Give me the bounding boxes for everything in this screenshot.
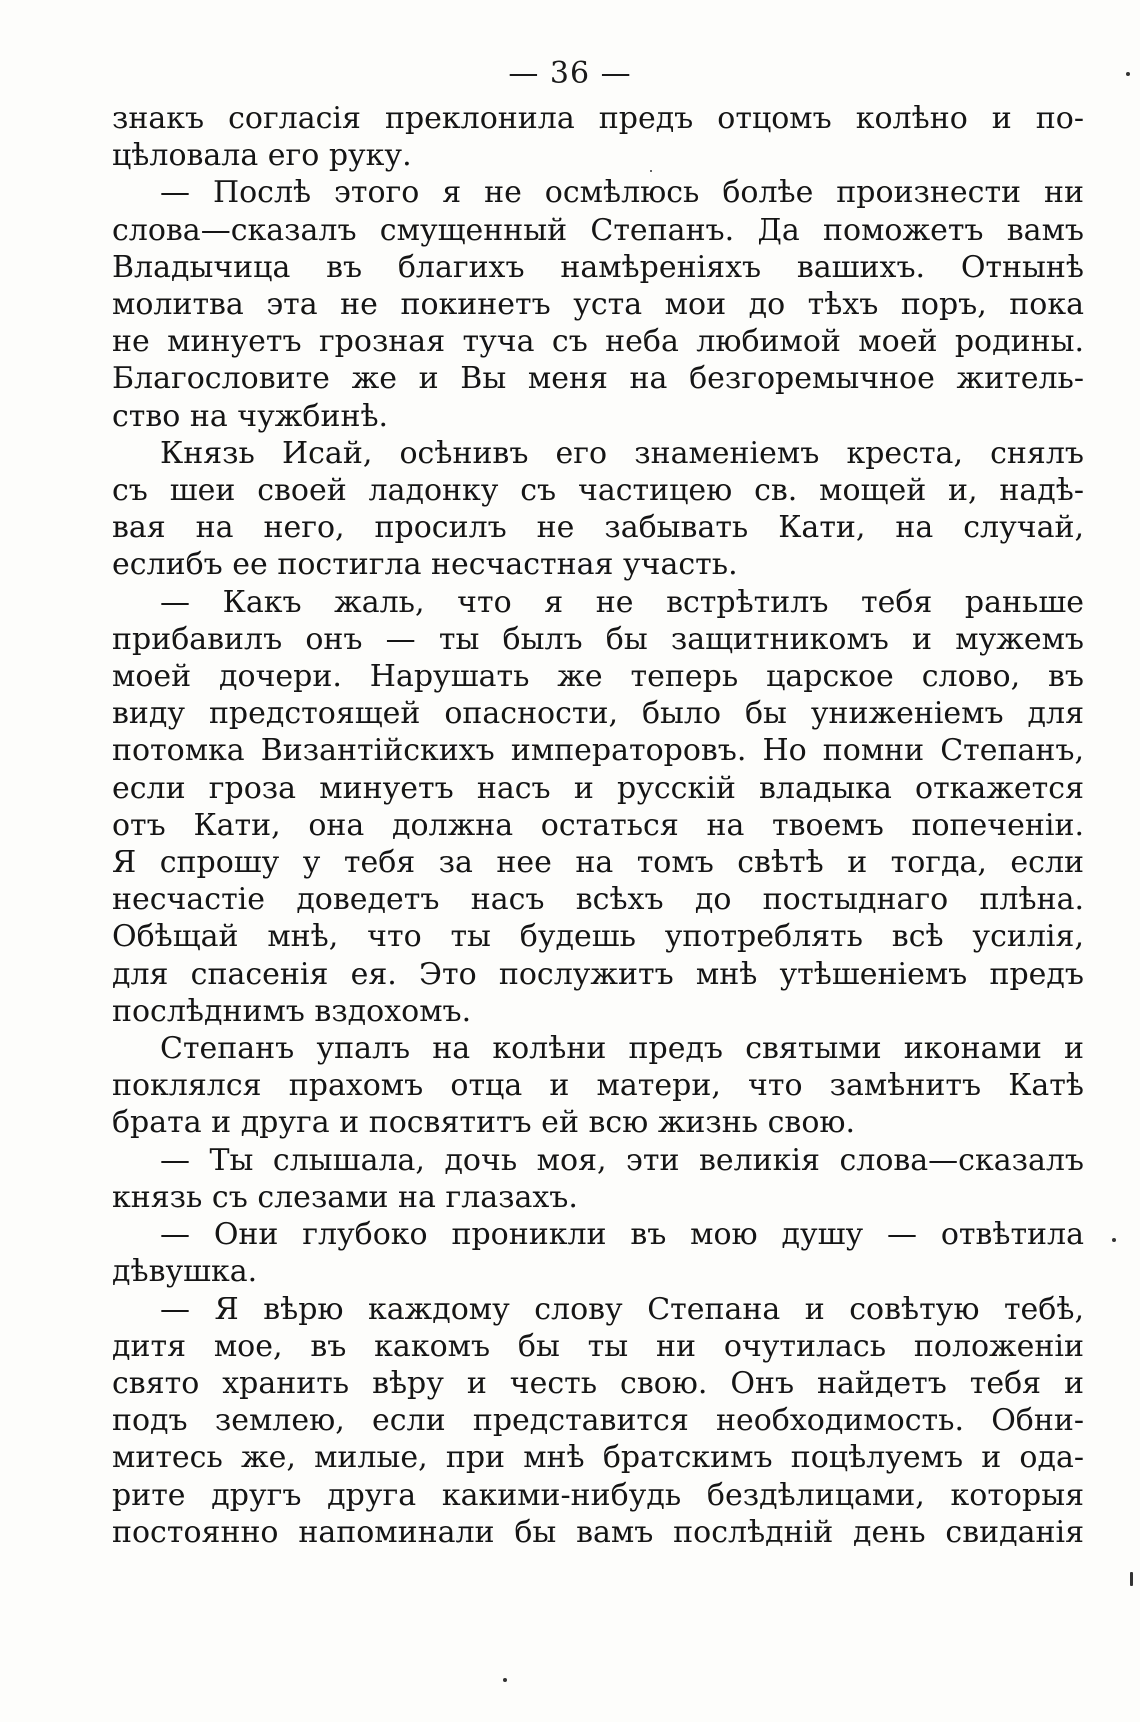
text-line: поклялся прахомъ отца и матери, что замѣнитъ Катѣ [112, 1068, 1084, 1104]
text-line: Обѣщай мнѣ, что ты будешь употреблять всѣ усилія, [112, 919, 1084, 955]
text-line: — Какъ жаль, что я не встрѣтилъ тебя раньше [160, 584, 1084, 620]
scan-speck [503, 1678, 507, 1682]
text-line: Князь Исай, осѣнивъ его знаменіемъ креста, снялъ [160, 435, 1084, 471]
text-line: моей дочери. Нарушать же теперь царское слово, въ [112, 659, 1084, 695]
text-line: Степанъ упалъ на колѣни предъ святыми иконами и [160, 1031, 1084, 1067]
text-line: князь съ слезами на глазахъ. [112, 1179, 578, 1215]
text-line: брата и друга и посвятитъ ей всю жизнь свою. [112, 1105, 856, 1141]
text-line: молитва эта не покинетъ уста мои до тѣхъ поръ, пока [112, 287, 1084, 323]
text-line: несчастіе доведетъ насъ всѣхъ до постыднаго плѣна. [112, 882, 1084, 918]
text-line: постоянно напоминали бы вамъ послѣдній день свиданія [112, 1514, 1084, 1550]
text-line: Благословите же и Вы меня на безгоремычное житель- [112, 361, 1084, 397]
paragraph [112, 1030, 1084, 1142]
text-line: съ шеи своей ладонку съ частицею св. мощей и, надѣ- [112, 473, 1084, 509]
text-line: потомка Византійскихъ императоровъ. Но помни Степанъ, [112, 733, 1084, 769]
text-line: дѣвушка. [112, 1254, 258, 1290]
paragraph [112, 584, 1084, 1030]
text-line: цѣловала его руку. [112, 138, 412, 174]
scan-speck [1112, 1238, 1116, 1242]
text-line: если гроза минуетъ насъ и русскій владыка откажется [112, 770, 1084, 806]
text-line: дитя мое, въ какомъ бы ты ни очутилась положеніи [112, 1328, 1084, 1364]
text-line: знакъ согласія преклонила предъ отцомъ колѣно и по- [112, 101, 1084, 136]
text-line: свято хранить вѣру и честь свою. Онъ найдетъ тебя и [112, 1365, 1084, 1401]
text-line: Владычица въ благихъ намѣреніяхъ вашихъ. Отнынѣ [112, 249, 1084, 285]
text-line: подъ землею, если представится необходимость. Обни- [112, 1403, 1084, 1439]
paragraph [112, 174, 1084, 434]
text-line: послѣднимъ вздохомъ. [112, 993, 472, 1029]
text-line: — Я вѣрю каждому слову Степана и совѣтую тебѣ, [160, 1291, 1084, 1327]
page-number: — 36 — [508, 56, 632, 91]
scan-speck [1126, 72, 1130, 76]
text-line: для спасенія ея. Это послужитъ мнѣ утѣшеніемъ предъ [112, 956, 1084, 992]
text-line: прибавилъ онъ — ты былъ бы защитникомъ и мужемъ [112, 621, 1084, 657]
text-line: — Они глубоко проникли въ мою душу — отвѣтила [160, 1217, 1084, 1253]
paragraph [112, 1291, 1084, 1551]
paragraph [112, 100, 1084, 174]
text-line: виду предстоящей опасности, было бы униженіемъ для [112, 696, 1084, 732]
paragraph [112, 1216, 1084, 1290]
text-line: митесь же, милые, при мнѣ братскимъ поцѣлуемъ и ода- [112, 1440, 1084, 1476]
text-line: отъ Кати, она должна остаться на твоемъ попеченіи. [112, 807, 1084, 843]
text-line: — Ты слышала, дочь моя, эти великія слова—сказалъ [160, 1142, 1084, 1178]
paragraph [112, 1142, 1084, 1216]
text-line: рите другъ друга какими-нибудь бездѣлицами, которыя [112, 1477, 1084, 1513]
text-line: слова—сказалъ смущенный Степанъ. Да поможетъ вамъ [112, 212, 1084, 248]
scan-speck [650, 170, 652, 172]
text-line: вая на него, просилъ не забывать Кати, на случай, [112, 510, 1084, 546]
body-text [112, 100, 1084, 1551]
text-line: Я спрошу у тебя за нее на томъ свѣтѣ и тогда, если [112, 845, 1084, 881]
text-line: — Послѣ этого я не осмѣлюсь болѣе произнести ни [160, 175, 1084, 211]
text-line: еслибъ ее постигла несчастная участь. [112, 547, 738, 583]
paragraph [112, 435, 1084, 584]
scan-speck [1130, 1572, 1133, 1586]
text-line: не минуетъ грозная туча съ неба любимой моей родины. [112, 324, 1084, 360]
text-line: ство на чужбинѣ. [112, 398, 389, 434]
